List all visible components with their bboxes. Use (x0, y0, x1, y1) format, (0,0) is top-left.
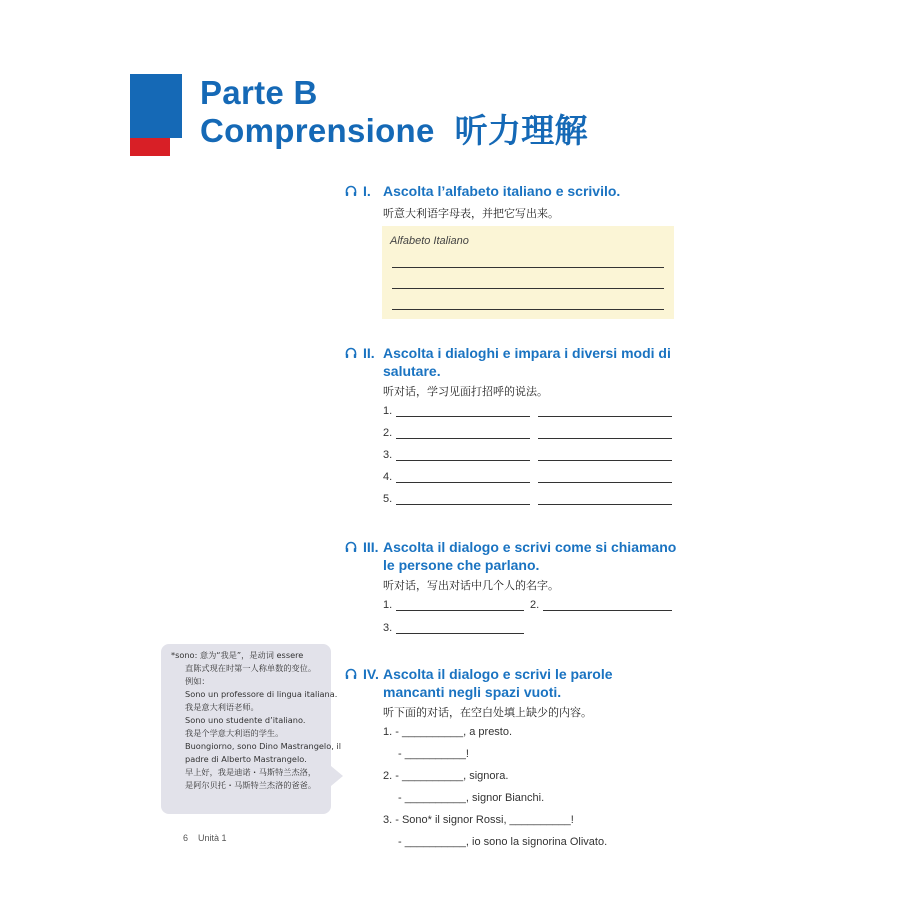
dialog-line: - __________, signor Bianchi. (398, 792, 545, 804)
exercise-1-title (345, 182, 371, 200)
note-line: 是阿尔贝托・马斯特兰杰洛的爸爸。 (185, 780, 317, 790)
exercise-4-instruction-line2: mancanti negli spazi vuoti. (383, 684, 562, 700)
answer-line[interactable] (396, 633, 524, 634)
row-number: 4. (383, 471, 393, 483)
row-number: 1. (383, 599, 393, 611)
note-line: 早上好，我是迪诺・马斯特兰杰洛， (185, 767, 317, 777)
note-line: Sono un professore di lingua italiana. (185, 689, 338, 699)
note-line: 直陈式现在时第一人称单数的变位。 (185, 663, 317, 673)
dialog-line: 1. - __________, a presto. (383, 726, 513, 738)
answer-line[interactable] (538, 504, 672, 505)
exercise-3-instruction-line1: Ascolta il dialogo e scrivi come si chiamano (383, 539, 677, 555)
exercise-2-instruction-line1: Ascolta i dialoghi e impara i diversi modi di (383, 345, 671, 361)
headphones-icon (345, 541, 357, 553)
dialog-line: 3. - Sono* il signor Rossi, __________! (383, 814, 574, 826)
page-title-line1: Parte B (200, 74, 318, 111)
answer-line[interactable] (396, 416, 530, 417)
note-line: 我是意大利语老师。 (185, 702, 259, 712)
answer-line[interactable] (396, 438, 530, 439)
row-number: 3. (383, 622, 393, 634)
note-pointer (331, 766, 343, 786)
answer-line[interactable] (392, 309, 664, 310)
answer-line[interactable] (396, 610, 524, 611)
exercise-1-number: I. (363, 183, 371, 199)
dialog-line: 2. - __________, signora. (383, 770, 509, 782)
exercise-4-chinese: 听下面的对话，在空白处填上缺少的内容。 (383, 706, 592, 719)
headphones-icon (345, 185, 357, 197)
unit-label: Unità 1 (198, 833, 227, 843)
exercise-1-chinese: 听意大利语字母表，并把它写出来。 (383, 207, 559, 220)
row-number: 3. (383, 449, 393, 461)
note-line: Sono uno studente d’italiano. (185, 715, 306, 725)
note-line: Buongiorno, sono Dino Mastrangelo, il (185, 741, 341, 751)
answer-line[interactable] (396, 460, 530, 461)
dialog-line: - __________, io sono la signorina Olivato. (398, 836, 608, 848)
alphabet-answer-box[interactable] (382, 226, 674, 319)
answer-line[interactable] (392, 267, 664, 268)
page-number: 6 (183, 833, 189, 843)
exercise-3-chinese: 听对话，写出对话中几个人的名字。 (383, 579, 559, 592)
exercise-1-instruction: Ascolta l’alfabeto italiano e scrivilo. (383, 183, 621, 199)
page-footer (183, 833, 227, 843)
exercise-4-title (345, 665, 379, 683)
answer-line[interactable] (538, 416, 672, 417)
note-line: *sono: 意为“我是”，是动词 essere (171, 650, 304, 660)
grammar-note-box (161, 644, 341, 814)
title-chinese: 听力理解 (454, 111, 588, 150)
header-red-block (130, 138, 170, 156)
dialog-line: - __________! (398, 748, 469, 760)
exercise-4-instruction-line1: Ascolta il dialogo e scrivi le parole (383, 666, 613, 682)
answer-line[interactable] (396, 482, 530, 483)
alphabet-box-label: Alfabeto Italiano (390, 235, 469, 247)
row-number: 1. (383, 405, 393, 417)
headphones-icon (345, 347, 357, 359)
answer-line[interactable] (396, 504, 530, 505)
page-title-line2 (200, 112, 588, 150)
note-line: 例如： (185, 676, 210, 686)
title-italian: Comprensione (200, 112, 435, 149)
exercise-2-instruction-line2: salutare. (383, 363, 441, 379)
answer-line[interactable] (543, 610, 672, 611)
exercise-4-number: IV. (363, 666, 379, 682)
exercise-3-instruction-line2: le persone che parlano. (383, 557, 540, 573)
exercise-2-title (345, 344, 375, 362)
row-number: 5. (383, 493, 393, 505)
row-number: 2. (530, 599, 540, 611)
exercise-2-chinese: 听对话，学习见面打招呼的说法。 (383, 385, 548, 398)
answer-line[interactable] (538, 460, 672, 461)
exercise-3-title (345, 538, 379, 556)
answer-line[interactable] (392, 288, 664, 289)
exercise-2-number: II. (363, 345, 375, 361)
headphones-icon (345, 668, 357, 680)
note-line: 我是个学意大利语的学生。 (185, 728, 284, 738)
answer-line[interactable] (538, 438, 672, 439)
row-number: 2. (383, 427, 393, 439)
answer-line[interactable] (538, 482, 672, 483)
note-line: padre di Alberto Mastrangelo. (185, 754, 307, 764)
header-blue-block (130, 74, 182, 138)
exercise-3-number: III. (363, 539, 379, 555)
